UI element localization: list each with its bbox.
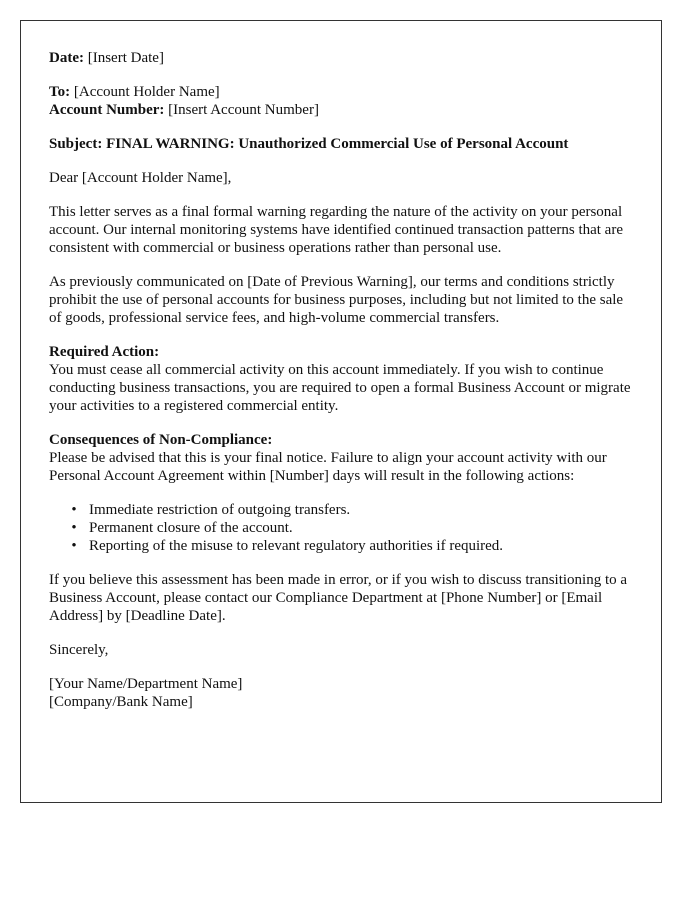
recipient-block (49, 83, 633, 119)
paragraph-warning: This letter serves as a final formal warning regarding the nature of the activity on your personal account. Our internal monitoring systems have identified continued transaction patterns that are consistent with commercial or business operations rather than personal use. (49, 204, 623, 256)
consequences-body: Please be advised that this is your final notice. Failure to align your account activity with our Personal Account Agreement within [Number] days will result in the following actions: (49, 450, 607, 484)
account-number-value: [Insert Account Number] (164, 102, 319, 118)
to-value: [Account Holder Name] (70, 84, 220, 100)
signature-company: [Company/Bank Name] (49, 694, 193, 710)
bullet-icon: • (71, 502, 77, 518)
list-item (71, 537, 633, 555)
list-item-text: Permanent closure of the account. (89, 520, 293, 536)
paragraph-terms: As previously communicated on [Date of Previous Warning], our terms and conditions strictly prohibit the use of personal accounts for business purposes, including but not limited to the sale of goods, professional service fees, and high-volume commercial transfers. (49, 274, 624, 326)
account-number-label: Account Number: (49, 102, 165, 118)
date-value: [Insert Date] (83, 50, 164, 66)
bullet-icon: • (71, 520, 77, 536)
date-label: Date: (49, 50, 84, 66)
required-action-section (49, 343, 633, 415)
signature-name: [Your Name/Department Name] (49, 676, 243, 692)
account-number-line (49, 101, 633, 119)
required-action-body: You must cease all commercial activity on this account immediately. If you wish to continue conducting business transactions, you are required to open a formal Business Account or migrate your activities to a registered commercial entity. (49, 362, 631, 414)
salutation: Dear [Account Holder Name], (49, 170, 232, 186)
closing-paragraph: If you believe this assessment has been made in error, or if you wish to discuss transitioning to a Business Account, please contact our Compliance Department at [Phone Number] or [Email Address] by [Deadline Date]. (49, 572, 628, 624)
list-item-text: Reporting of the misuse to relevant regulatory authorities if required. (89, 538, 504, 554)
signature-block (49, 675, 633, 711)
signoff: Sincerely, (49, 642, 109, 658)
to-label: To: (49, 84, 71, 100)
consequences-heading: Consequences of Non-Compliance: (49, 432, 273, 448)
consequences-list (49, 501, 633, 555)
to-line (49, 83, 633, 101)
date-line (49, 49, 633, 67)
bullet-icon: • (71, 538, 77, 554)
subject-line: Subject: FINAL WARNING: Unauthorized Commercial Use of Personal Account (49, 136, 569, 152)
list-item (71, 501, 633, 519)
list-item (71, 519, 633, 537)
letter-container (20, 20, 662, 803)
required-action-heading: Required Action: (49, 344, 160, 360)
list-item-text: Immediate restriction of outgoing transfers. (89, 502, 351, 518)
consequences-section (49, 431, 633, 485)
